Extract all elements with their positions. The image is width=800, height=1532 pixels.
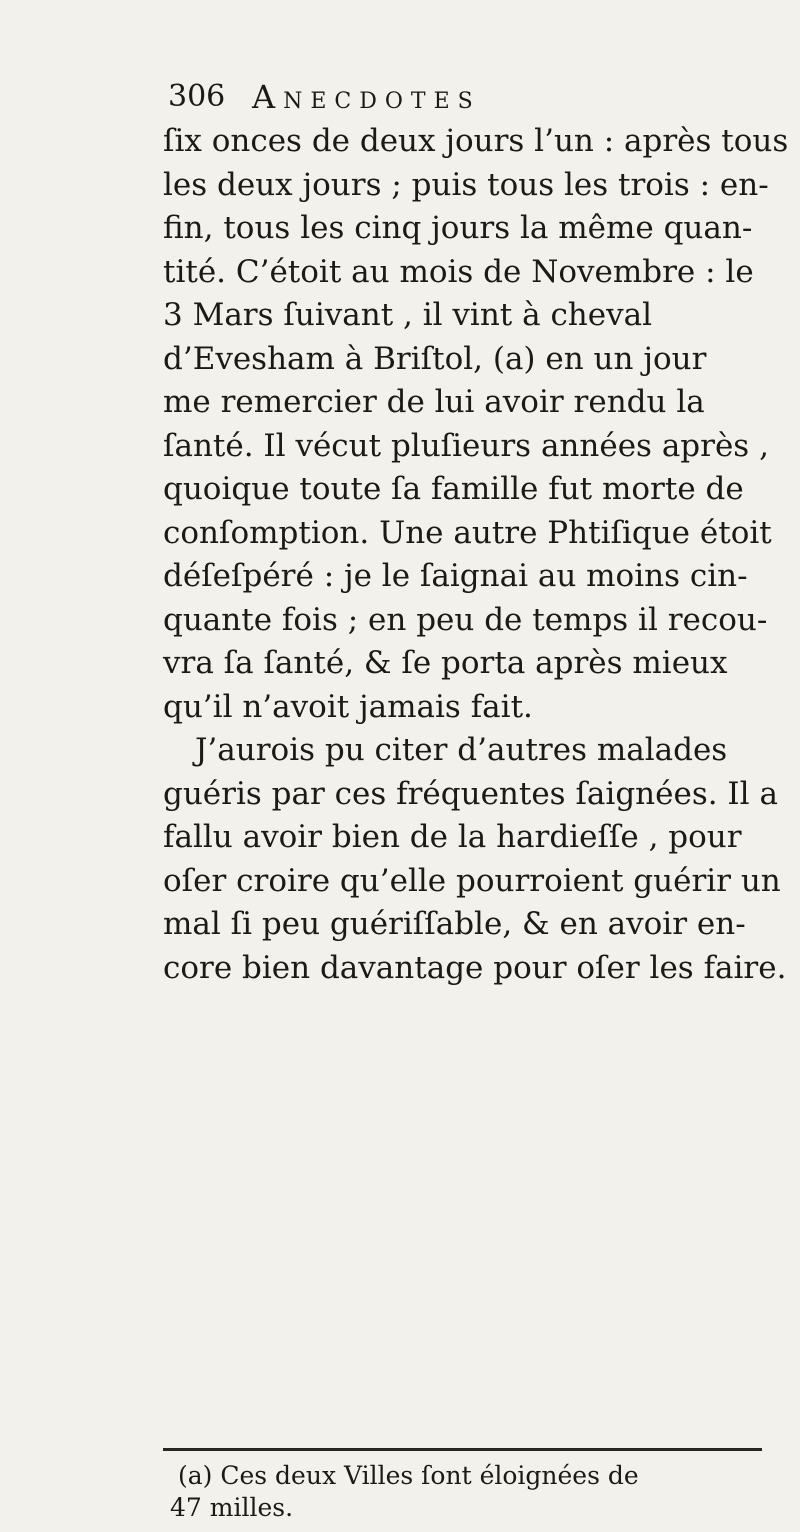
text-line: ſanté. Il vécut pluſieurs années après , — [163, 427, 769, 464]
text-line: quoique toute ſa famille fut morte de — [163, 471, 744, 507]
footnote — [170, 1460, 770, 1524]
text-line: quante fois ; en peu de temps il recou- — [163, 601, 768, 638]
text-line: me remercier de lui avoir rendu la — [163, 384, 705, 420]
text-line: mal ſi peu guériſſable, & en avoir en- — [163, 906, 746, 942]
text-line: fallu avoir bien de la hardieſſe , pour — [163, 819, 742, 855]
text-line: core bien davantage pour oſer les faire. — [163, 949, 787, 986]
page-number: 306 — [168, 79, 226, 114]
text-line: les deux jours ; puis tous les trois : en- — [163, 166, 769, 203]
footnote-line: (a) Ces deux Villes ſont éloignées de — [178, 1461, 639, 1490]
text-line: tité. C’étoit au mois de Novembre : le — [163, 253, 754, 290]
running-title: Anecdotes — [252, 78, 481, 116]
text-line-paragraph-start: J’aurois pu citer d’autres malades — [195, 732, 728, 768]
body-text — [163, 120, 800, 990]
text-line: vra ſa ſanté, & ſe porta après mieux — [163, 645, 728, 681]
footnote-line: 47 milles. — [170, 1493, 294, 1522]
running-head — [168, 78, 648, 118]
text-line: déſeſpéré : je le ſaignai au moins cin- — [163, 558, 748, 594]
text-line: d’Evesham à Briſtol, (a) en un jour — [163, 340, 707, 377]
text-line: ſix onces de deux jours l’un : après tous — [163, 123, 789, 159]
text-line: oſer croire qu’elle pourroient guérir un — [163, 862, 781, 899]
text-line: fin, tous les cinq jours la même quan- — [163, 210, 753, 246]
footnote-divider — [163, 1448, 762, 1451]
text-line: guéris par ces fréquentes ſaignées. Il a — [163, 775, 778, 812]
text-line: qu’il n’avoit jamais fait. — [163, 688, 533, 725]
text-line: 3 Mars ſuivant , il vint à cheval — [163, 297, 653, 333]
text-line: conſomption. Une autre Phtiſique étoit — [163, 514, 772, 551]
